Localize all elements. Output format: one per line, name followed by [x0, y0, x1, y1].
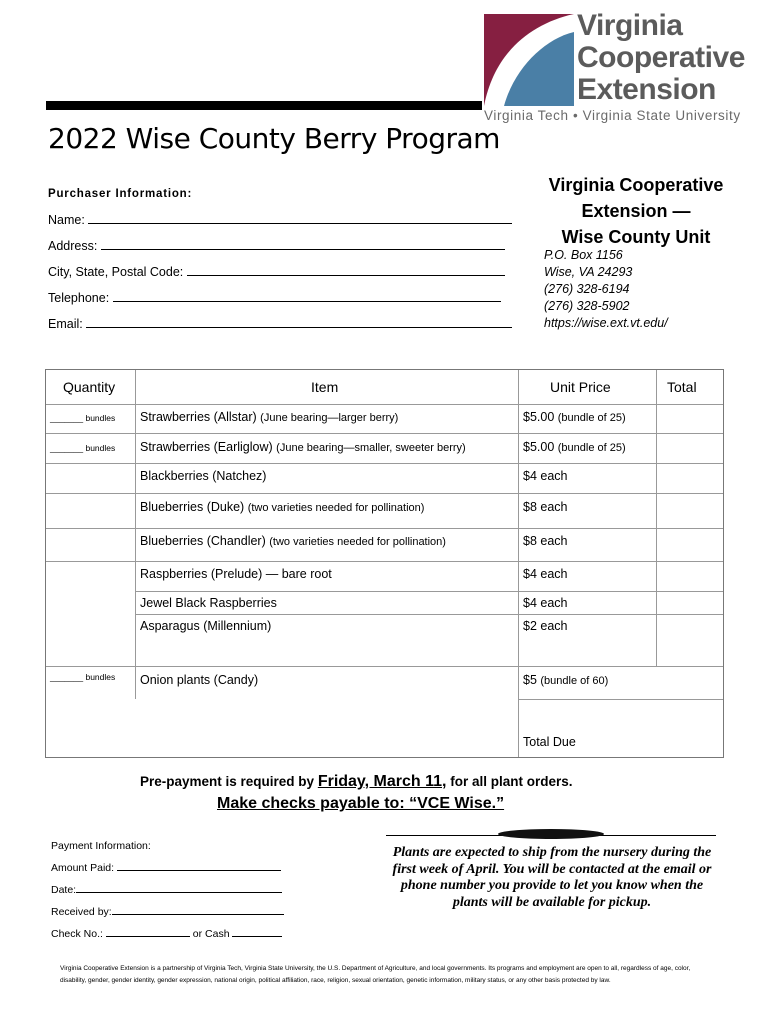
qty-input[interactable]: _______ bundles — [50, 413, 116, 423]
telephone-field[interactable] — [48, 291, 501, 305]
footer-disclaimer: Virginia Cooperative Extension is a partnership of Virginia Tech, Virginia State University, the U.S. Department of Agriculture, and local governments. Its programs and employment are open to all, regardless of age, color, disability, gender, gender identity, gender expression, national origin, political affiliation, race, religion, sexual orientation, genetic information, military status, or any other basis protected by law. — [60, 965, 691, 984]
table-row: Strawberries (Earliglow) (June bearing—smaller, sweeter berry) — [140, 440, 466, 454]
total-due-label: Total Due — [523, 735, 576, 749]
po-box: P.O. Box 1156 — [544, 248, 623, 262]
col-header-item: Item — [311, 379, 339, 395]
phone-1: (276) 328-6194 — [544, 282, 630, 296]
payment-info-label: Payment Information: — [51, 840, 151, 852]
table-row: Jewel Black Raspberries — [140, 596, 277, 610]
amount-paid-field[interactable] — [51, 862, 281, 874]
unit-price: $8 each — [523, 500, 568, 514]
city-zip: Wise, VA 24293 — [544, 265, 633, 279]
unit-price: $2 each — [523, 619, 568, 633]
table-row: Strawberries (Allstar) (June bearing—larger berry) — [140, 410, 399, 424]
check-no-label: Check No.: — [51, 928, 103, 940]
email-label: Email: — [48, 317, 83, 331]
received-by-field[interactable] — [51, 906, 284, 918]
col-header-total: Total — [667, 379, 697, 395]
website-link[interactable]: https://wise.ext.vt.edu/ — [544, 316, 668, 330]
table-row: Raspberries (Prelude) — bare root — [140, 567, 332, 581]
unit-address — [544, 247, 668, 332]
unit-price: $5.00 (bundle of 25) — [523, 440, 626, 454]
qty-input[interactable]: _______ bundles — [50, 672, 116, 682]
unit-heading-line: Wise County Unit — [561, 227, 711, 247]
received-by-label: Received by: — [51, 906, 112, 918]
name-line[interactable] — [88, 213, 512, 224]
header-bar — [46, 101, 482, 110]
check-no-field[interactable] — [51, 928, 282, 940]
or-cash-label: or Cash — [192, 928, 230, 940]
unit-price: $4 each — [523, 469, 568, 483]
table-row: Blueberries (Duke) (two varieties needed for pollination) — [140, 500, 425, 514]
logo-tagline: Virginia Tech • Virginia State University — [484, 108, 741, 123]
logo-word-virginia: Virginia — [577, 9, 683, 42]
table-row: Blueberries (Chandler) (two varieties needed for pollination) — [140, 534, 446, 548]
col-header-quantity: Quantity — [63, 379, 116, 395]
purchaser-label: Purchaser Information: — [48, 188, 193, 200]
table-row: Onion plants (Candy) — [140, 673, 259, 687]
divider-ornament — [498, 829, 604, 839]
checks-payable: Make checks payable to: “VCE Wise.” — [217, 795, 505, 812]
prepay-deadline: Friday, March 11, — [317, 773, 447, 790]
telephone-label: Telephone: — [48, 291, 110, 305]
name-label: Name: — [48, 213, 85, 227]
address-label: Address: — [48, 239, 98, 253]
date-field[interactable] — [51, 884, 282, 896]
amount-paid-label: Amount Paid: — [51, 862, 115, 874]
logo-word-cooperative: Cooperative — [577, 41, 745, 74]
shipping-note: Plants are expected to ship from the nursery during the first week of April. You will be contacted at the email or phone number you provide to let you know when the plants will be available for pickup. — [392, 845, 712, 910]
unit-price: $4 each — [523, 596, 568, 610]
table-row: Asparagus (Millennium) — [140, 619, 272, 633]
unit-price: $5.00 (bundle of 25) — [523, 410, 626, 424]
logo-word-extension: Extension — [577, 73, 716, 106]
name-field[interactable] — [48, 213, 512, 227]
date-label: Date: — [51, 884, 77, 896]
telephone-line[interactable] — [113, 291, 501, 302]
unit-heading-line: Extension — — [581, 201, 691, 221]
table-row: Blackberries (Natchez) — [140, 469, 267, 483]
unit-price: $4 each — [523, 567, 568, 581]
page-title: 2022 Wise County Berry Program — [48, 122, 500, 155]
unit-heading-line: Virginia Cooperative — [548, 175, 724, 195]
address-field[interactable] — [48, 239, 505, 253]
unit-price: $8 each — [523, 534, 568, 548]
email-line[interactable] — [86, 317, 512, 328]
qty-input[interactable]: _______ bundles — [50, 443, 116, 453]
unit-price: $5 (bundle of 60) — [523, 673, 609, 687]
prepayment-note: Pre-payment is required by Friday, March 11, for all plant orders. — [140, 773, 573, 790]
city-state-label: City, State, Postal Code: — [48, 265, 184, 279]
address-line[interactable] — [101, 239, 505, 250]
city-state-line[interactable] — [187, 265, 505, 276]
order-table — [45, 369, 724, 758]
phone-2: (276) 328-5902 — [544, 299, 630, 313]
col-header-unit-price: Unit Price — [550, 379, 611, 395]
unit-heading — [536, 172, 736, 250]
email-field[interactable] — [48, 317, 512, 331]
vce-logo-mark — [484, 14, 574, 106]
city-state-field[interactable] — [48, 265, 505, 279]
